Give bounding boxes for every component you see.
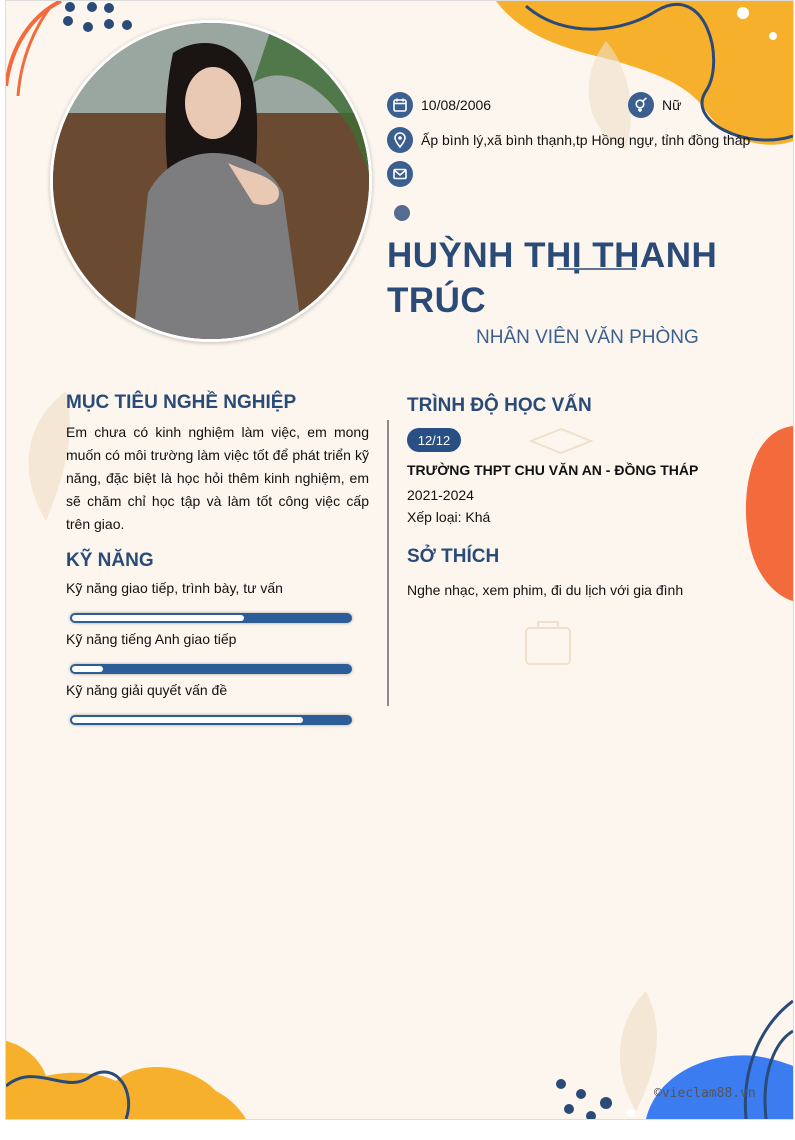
skill-bar-remaining [72,717,303,723]
email-icon [387,161,413,187]
hobbies-title: SỞ THÍCH [407,546,500,567]
gender-icon [628,92,654,118]
gender-row [628,92,681,118]
skills-title: KỸ NĂNG [66,550,154,571]
gender-value: Nữ [662,97,682,113]
hobbies-text: Nghe nhạc, xem phim, đi du lịch với gia đình [407,582,684,598]
skill-label: Kỹ năng tiếng Anh giao tiếp [66,631,237,647]
profile-photo [50,20,372,342]
birthdate-row [387,92,491,118]
skill-bar-remaining [72,666,103,672]
skill-label: Kỹ năng giải quyết vấn đề [66,682,228,698]
calendar-icon [387,92,413,118]
skill-bar [70,664,352,674]
column-divider [387,420,389,706]
skill-bar-remaining [72,615,244,621]
birthdate-value: 10/08/2006 [421,97,492,113]
school-name: TRƯỜNG THPT CHU VĂN AN - ĐỒNG THÁP [407,462,699,478]
address-row [387,127,750,153]
job-title: NHÂN VIÊN VĂN PHÒNG [476,327,699,348]
skill-bar [70,715,352,725]
profile-photo-illustration [53,23,369,339]
education-rank: Xếp loại: Khá [407,509,491,525]
skill-label: Kỹ năng giao tiếp, trình bày, tư vấn [66,580,283,596]
education-title: TRÌNH ĐỘ HỌC VẤN [407,395,592,416]
grade-badge: 12/12 [407,428,461,452]
cv-page [5,0,794,1120]
objective-text: Em chưa có kinh nghiệm làm việc, em mong muốn có môi trường làm việc tốt để phát triển kỹ năng, đặc biệt là học hỏi thêm kinh nghiệm, em sẽ chăm chỉ học tập và làm tốt công việc cấp trên giao. [66,424,369,532]
full-name: HUỲNH THỊ THANH TRÚC [387,236,718,320]
location-icon [387,127,413,153]
email-row [387,161,421,187]
objective-title: MỤC TIÊU NGHỀ NGHIỆP [66,392,297,413]
address-value: Ấp bình lý,xã bình thạnh,tp Hồng ngự, tỉnh đồng tháp [421,132,751,148]
education-years: 2021-2024 [407,487,474,503]
watermark: ©vieclam88.vn [654,1086,756,1101]
skill-bar [70,613,352,623]
